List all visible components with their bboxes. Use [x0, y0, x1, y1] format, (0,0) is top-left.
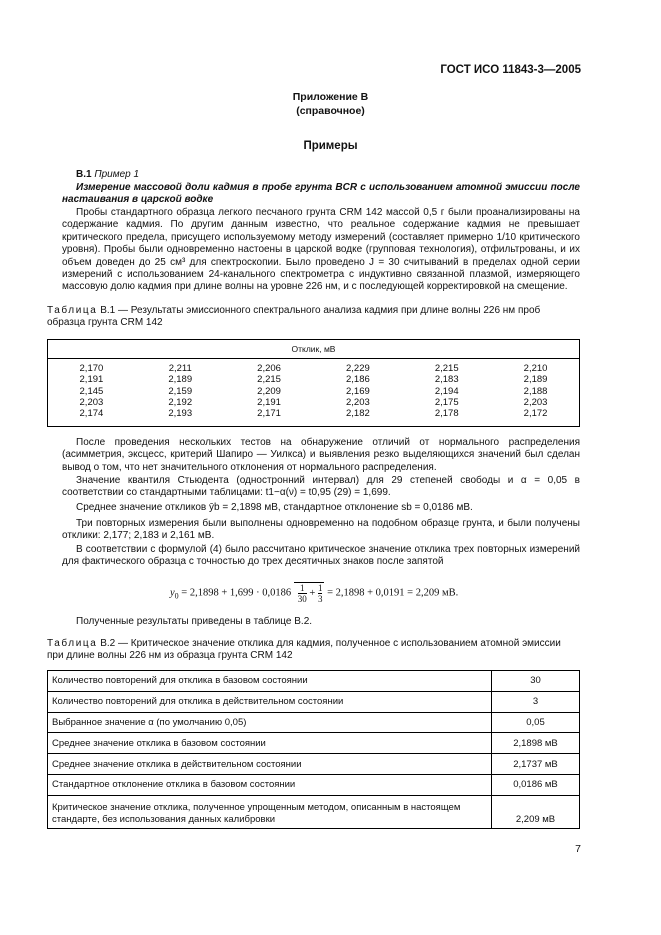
table-cell: 2,209	[257, 385, 281, 397]
table2-caption	[47, 638, 580, 663]
results-paragraph: Полученные результаты приведены в таблице В.2.	[76, 616, 313, 627]
appendix-title: Приложение В	[292, 91, 369, 103]
table-row	[48, 691, 580, 712]
example-subtitle: Измерение массовой доли кадмия в пробе грунта BCR с использованием атомной эмиссии после настаивания в царской водке	[62, 182, 580, 206]
table-cell: 2,203	[79, 396, 104, 408]
row-label: Среднее значение отклика в действительном состоянии	[48, 754, 492, 775]
row-value: 2,1737 мВ	[492, 754, 580, 775]
table-row	[47, 363, 580, 374]
document-number: ГОСТ ИСО 11843-3—2005	[440, 64, 581, 76]
table-cell: 2,159	[168, 385, 193, 397]
table-row	[48, 712, 580, 733]
example-heading	[62, 169, 580, 181]
row-value: 3	[492, 691, 580, 712]
table-cell: 2,191	[79, 374, 104, 386]
table-cell: 2,203	[346, 396, 370, 408]
table-row	[48, 733, 580, 754]
row-value: 0,05	[492, 712, 580, 733]
table1-caption-word: Таблица	[47, 305, 98, 316]
formula-sqrt: $\frac{1}{30}$ + $\frac{1}{3}$	[294, 582, 325, 604]
formula-fraction: $\frac{1}{3}$	[317, 583, 323, 604]
example-number: В.1	[76, 169, 92, 180]
table1-header: Отклик, мВ	[47, 339, 580, 359]
table-cell: 2,174	[79, 408, 104, 420]
table-cell: 2,191	[257, 396, 281, 408]
table-row	[48, 774, 580, 795]
table-row	[48, 795, 580, 828]
table-cell: 2,145	[79, 385, 104, 397]
table-cell: 2,215	[434, 363, 459, 374]
table2-caption-word: Таблица	[47, 638, 98, 649]
example-paragraph: Пробы стандартного образца легкого песчаного грунта CRM 142 массой 0,5 г были проанализированы на содержание кадмия. По другим данным известно, что реальное содержание кадмия не превышает критического предела, присущего используемому методу измерений (составляет примерно 1/10 критического уровня). Пробы были одновременно настоены в царской водке (групповая технология), отфильтрованы, и их объем доведен до 25 см³ для спектроскопии. Было проведено J = 30 считываний в пределах одной серии измерений с использованием 24-канального спектрометра с индуктивно связанной плазмой, измеряющего массовую долю кадмия при длине волны на уровне 226 нм, и с последующей корректировкой на смещение.	[62, 207, 580, 293]
row-value: 30	[492, 671, 580, 692]
normality-paragraph: После проведения нескольких тестов на обнаружение отличий от нормального распределения (асимметрия, эксцесс, критерий Шапиро — Уилкса) и выявления резко выделяющихся значений был сделан вывод о том, что нет значительного отклонения от нормального распределения.	[62, 437, 580, 473]
row-label: Среднее значение отклика в базовом состоянии	[48, 733, 492, 754]
table-cell: 2,175	[434, 396, 459, 408]
table-cell: 2,211	[168, 363, 192, 374]
formula-fraction: $\frac{1}{30}$	[297, 583, 307, 604]
table-cell: 2,186	[346, 374, 370, 386]
section-title: Примеры	[303, 140, 358, 152]
table-cell: 2,194	[434, 385, 459, 397]
row-value: 0,0186 мВ	[492, 774, 580, 795]
table2-caption-text: В.2 — Критическое значение отклика для кадмия, полученное с использованием атомной эмиссии при длине волны 226 нм из образца грунта CRM 142	[47, 638, 561, 662]
table-row	[47, 397, 580, 408]
formula-part1: = 2,1898 + 1,699 · 0,0186	[181, 587, 292, 599]
example-label: Пример 1	[94, 169, 140, 180]
table-row	[48, 754, 580, 775]
table-row	[48, 671, 580, 692]
row-value: 2,209 мВ	[492, 795, 580, 828]
appendix-heading	[0, 90, 661, 118]
response-table	[47, 339, 580, 419]
critical-paragraph: В соответствии с формулой (4) было рассчитано критическое значение отклика трех повторных измерений для фактического образца с точностью до трех десятичных знаков после запятой	[62, 544, 580, 568]
table-cell: 2,189	[523, 374, 548, 386]
formula-lhs-sub: 0	[174, 591, 179, 601]
critical-value-table	[47, 670, 580, 829]
table-cell: 2,170	[79, 363, 104, 374]
table-cell: 2,189	[168, 374, 193, 386]
row-label: Выбранное значение α (по умолчанию 0,05)	[48, 712, 492, 733]
row-label: Количество повторений для отклика в действительном состоянии	[48, 691, 492, 712]
table-cell: 2,192	[168, 396, 193, 408]
table-cell: 2,182	[346, 408, 370, 420]
table-cell: 2,178	[434, 408, 459, 420]
critical-value-formula	[170, 582, 458, 604]
table1-caption	[47, 305, 580, 330]
table-cell: 2,171	[257, 408, 281, 420]
mean-paragraph: Среднее значение откликов ȳb = 2,1898 мВ, стандартное отклонение sb = 0,0186 мВ.	[76, 502, 473, 513]
formula-lhs: y	[170, 587, 175, 599]
quantile-paragraph: Значение квантиля Стьюдента (одностронний интервал) для 29 степеней свободы и α = 0,05 в соответствии со стандартными таблицами: t1−α(ν) = t0,95 (29) = 1,699.	[62, 475, 580, 499]
table-cell: 2,206	[257, 363, 281, 374]
row-label: Количество повторений для отклика в базовом состоянии	[48, 671, 492, 692]
table-cell: 2,193	[168, 408, 193, 420]
table-cell: 2,172	[523, 408, 548, 420]
table-cell: 2,210	[523, 363, 548, 374]
table-cell: 2,183	[434, 374, 459, 386]
table-cell: 2,215	[257, 374, 281, 386]
table-row	[47, 374, 580, 385]
table-row	[47, 408, 580, 419]
row-label: Критическое значение отклика, полученное упрощенным методом, описанным в настоящем стандарте, без использования данных калибровки	[48, 795, 492, 828]
table-cell: 2,188	[523, 385, 548, 397]
table1-caption-text: В.1 — Результаты эмиссионного спектрального анализа кадмия при длине волны 226 нм проб образца грунта CRM 142	[47, 305, 541, 329]
table-cell: 2,229	[346, 363, 370, 374]
appendix-type: (справочное)	[296, 105, 365, 117]
table-row	[47, 386, 580, 397]
row-label: Стандартное отклонение отклика в базовом состоянии	[48, 774, 492, 795]
page-number: 7	[575, 843, 581, 855]
row-value: 2,1898 мВ	[492, 733, 580, 754]
formula-part2: = 2,1898 + 0,0191 = 2,209 мВ.	[327, 587, 459, 599]
table-cell: 2,169	[346, 385, 370, 397]
table-cell: 2,203	[523, 396, 548, 408]
repeat-paragraph: Три повторных измерения были выполнены одновременно на подобном образце грунта, и были получены отклики: 2,177; 2,183 и 2,161 мВ.	[62, 518, 580, 542]
